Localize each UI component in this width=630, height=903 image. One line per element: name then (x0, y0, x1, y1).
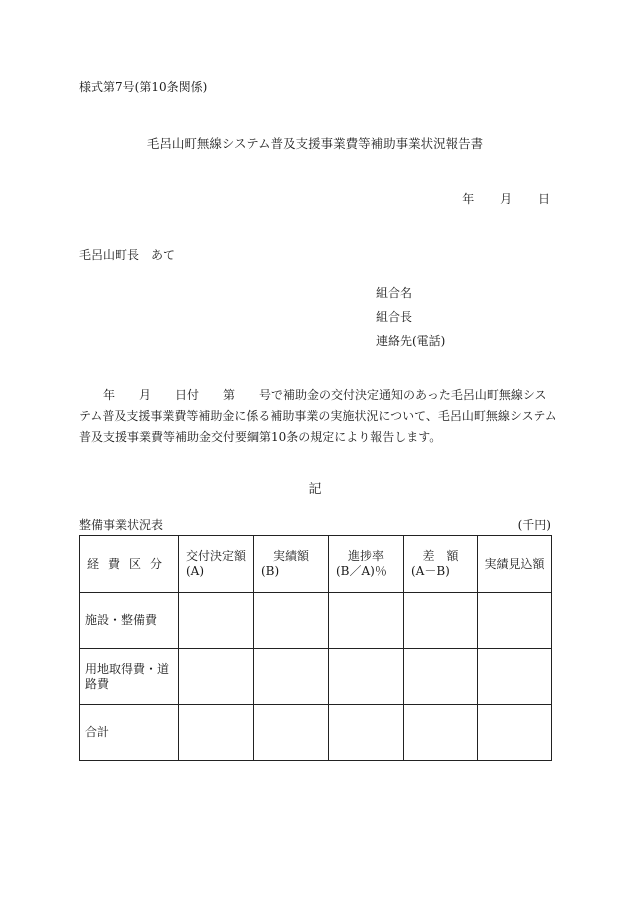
cell-total-progress (329, 705, 404, 761)
header-decision-sub: (A) (186, 564, 205, 578)
body-line-1: 年 月 日付 第 号で補助金の交付決定通知のあった毛呂山町無線シス (79, 388, 547, 402)
header-actual-label: 実績額 (272, 549, 309, 563)
table-row (80, 649, 552, 705)
cell-facility-decision (179, 593, 254, 649)
cell-facility-progress (329, 593, 404, 649)
row-label-total: 合計 (80, 705, 179, 761)
cell-land-progress (329, 649, 404, 705)
date-line (440, 191, 550, 207)
row-label-land-road: 用地取得費・道路費 (80, 649, 179, 705)
cell-facility-difference (404, 593, 478, 649)
row-label-facility: 施設・整備費 (80, 593, 179, 649)
body-line-2: テム普及支援事業費等補助金に係る補助事業の実施状況について、毛呂山町無線システム (79, 409, 557, 423)
cell-land-difference (404, 649, 478, 705)
cell-total-decision (179, 705, 254, 761)
unit-label: (千円) (517, 518, 551, 532)
sender-union-name: 組合名 (376, 286, 413, 300)
table-header-row (80, 536, 552, 593)
status-table (79, 535, 552, 761)
header-category: 経費区分 (80, 536, 179, 593)
header-difference-sub: (A－B) (411, 564, 450, 578)
header-progress-sub: (B／A)％ (336, 564, 387, 578)
date-day: 日 (537, 192, 550, 206)
date-year: 年 (462, 192, 475, 206)
table-row (80, 705, 552, 761)
addressee: 毛呂山町長 あて (79, 248, 176, 262)
cell-facility-expected (478, 593, 552, 649)
header-progress-label: 進捗率 (347, 549, 384, 563)
document-title: 毛呂山町無線システム普及支援事業費等補助事業状況報告書 (146, 136, 484, 151)
cell-facility-actual (254, 593, 329, 649)
header-difference (404, 536, 478, 593)
header-actual-sub: (B) (261, 564, 280, 578)
header-decision-amount (179, 536, 254, 593)
cell-land-decision (179, 649, 254, 705)
cell-total-difference (404, 705, 478, 761)
body-line-3: 普及支援事業費等補助金交付要綱第10条の規定により報告します。 (79, 430, 442, 444)
ki-heading: 記 (308, 482, 322, 497)
header-progress (329, 536, 404, 593)
header-decision-label: 交付決定額 (185, 549, 246, 563)
cell-total-actual (254, 705, 329, 761)
cell-land-expected (478, 649, 552, 705)
sender-union-head: 組合長 (376, 310, 413, 324)
header-expected: 実績見込額 (478, 536, 552, 593)
header-actual (254, 536, 329, 593)
cell-land-actual (254, 649, 329, 705)
date-month: 月 (500, 192, 513, 206)
sender-contact: 連絡先(電話) (376, 334, 446, 348)
body-text (79, 385, 557, 448)
header-difference-label: 差 額 (422, 549, 459, 563)
cell-total-expected (478, 705, 552, 761)
table-row (80, 593, 552, 649)
table-caption: 整備事業状況表 (79, 518, 164, 532)
form-number: 様式第7号(第10条関係) (79, 80, 208, 94)
